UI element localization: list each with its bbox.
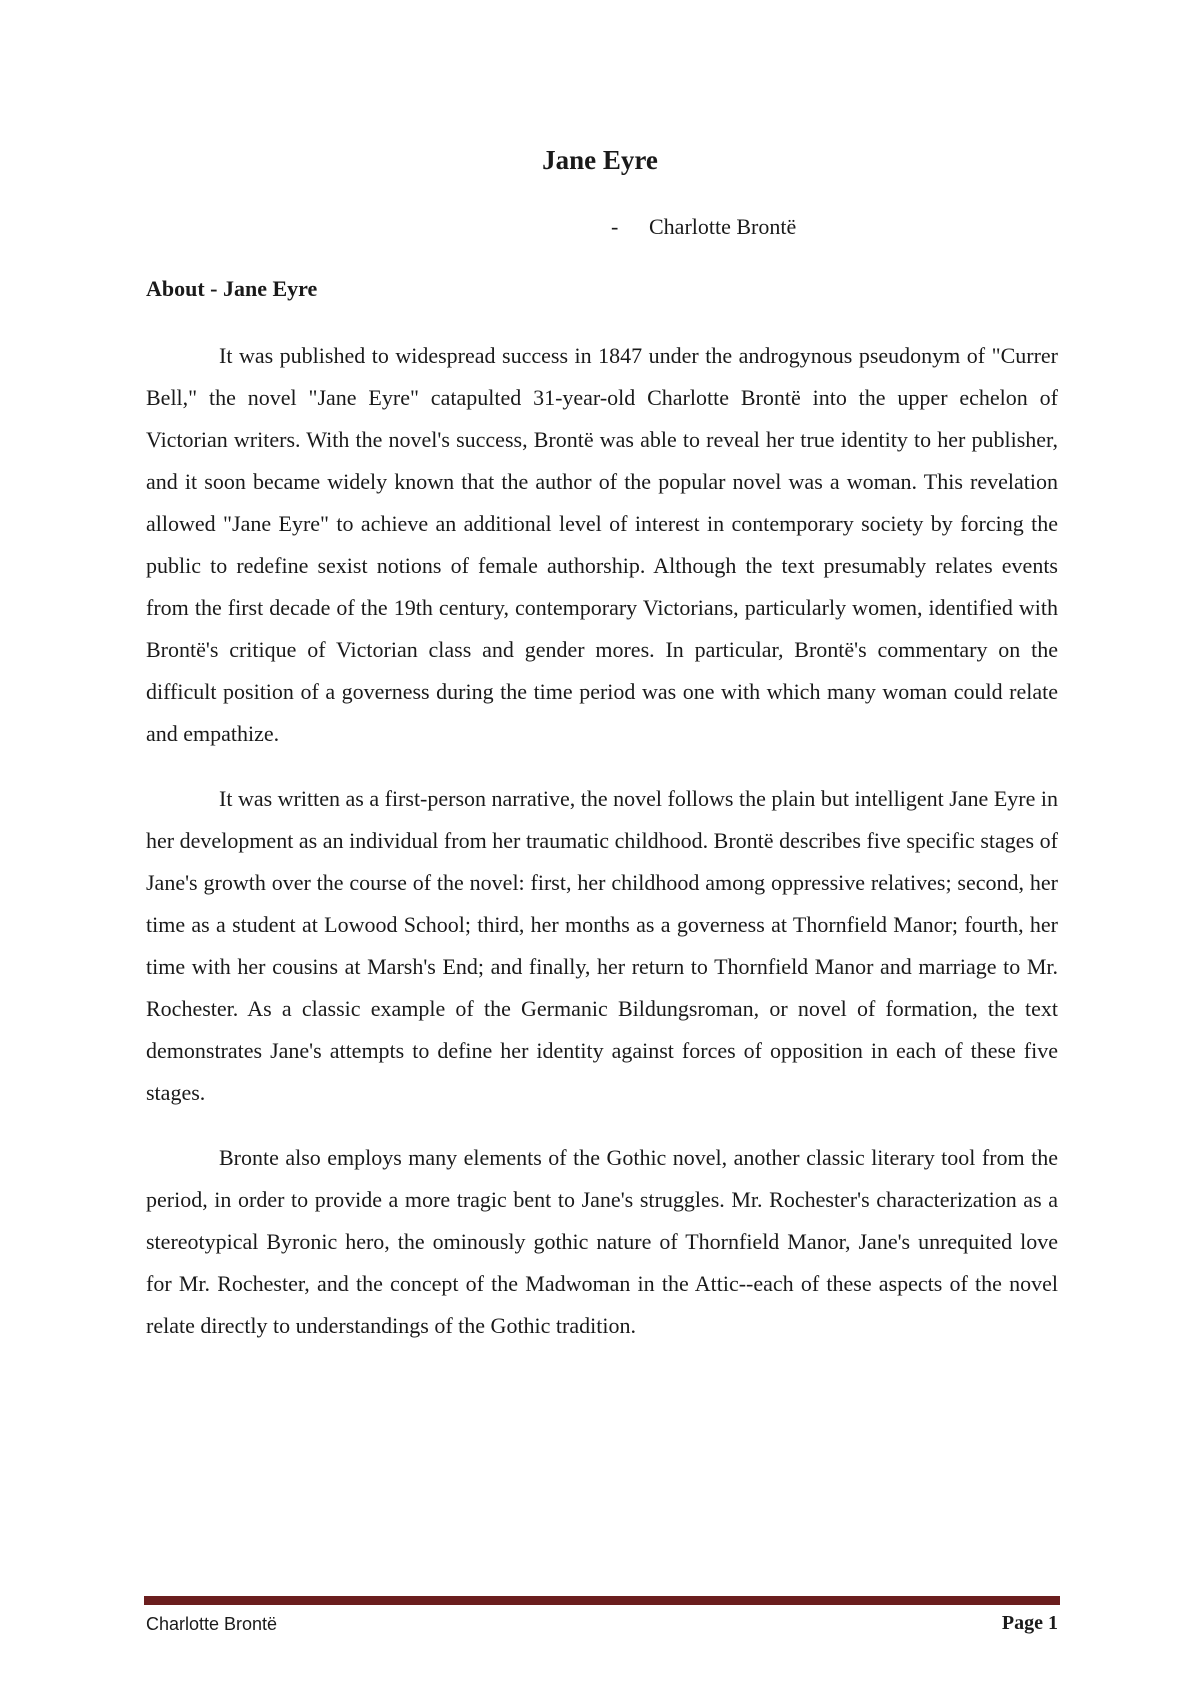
paragraph-2: It was written as a first-person narrative, the novel follows the plain but intelligent Jane Eyre in her development as an individual from her traumatic childhood. Brontë describes five specific stages of Jane's growth over the course of the novel: first, her childhood among oppressive relatives; second, her time as a student at Lowood School; third, her months as a governess at Thornfield Manor; fourth, her time with her cousins at Marsh's End; and finally, her return to Thornfield Manor and marriage to Mr. Rochester. As a classic example of the Germanic Bildungsroman, or novel of formation, the text demonstrates Jane's attempts to define her identity against forces of opposition in each of these five stages. [146,786,1058,1105]
section-heading: About - Jane Eyre [146,276,318,301]
author-dash: - [611,214,619,239]
author-line [611,213,796,241]
body-text [146,335,1058,1370]
page-number: Page 1 [1001,1612,1058,1634]
author-name: Charlotte Brontë [649,214,797,239]
paragraph-1: It was published to widespread success in 1847 under the androgynous pseudonym of "Currer Bell," the novel "Jane Eyre" catapulted 31-year-old Charlotte Brontë into the upper echelon of Victorian writers. With the novel's success, Brontë was able to reveal her true identity to her publisher, and it soon became widely known that the author of the popular novel was a woman. This revelation allowed "Jane Eyre" to achieve an additional level of interest in contemporary society by forcing the public to redefine sexist notions of female authorship. Although the text presumably relates events from the first decade of the 19th century, contemporary Victorians, particularly women, identified with Brontë's critique of Victorian class and gender mores. In particular, Brontë's commentary on the difficult position of a governess during the time period was one with which many woman could relate and empathize. [146,343,1058,746]
paragraph-3: Bronte also employs many elements of the Gothic novel, another classic literary tool from the period, in order to provide a more tragic bent to Jane's struggles. Mr. Rochester's characterization as a stereotypical Byronic hero, the ominously gothic nature of Thornfield Manor, Jane's unrequited love for Mr. Rochester, and the concept of the Madwoman in the Attic--each of these aspects of the novel relate directly to understandings of the Gothic tradition. [146,1145,1058,1338]
footer-author: Charlotte Brontë [146,1614,278,1634]
footer-rule [144,1596,1060,1605]
document-title: Jane Eyre [542,145,658,175]
